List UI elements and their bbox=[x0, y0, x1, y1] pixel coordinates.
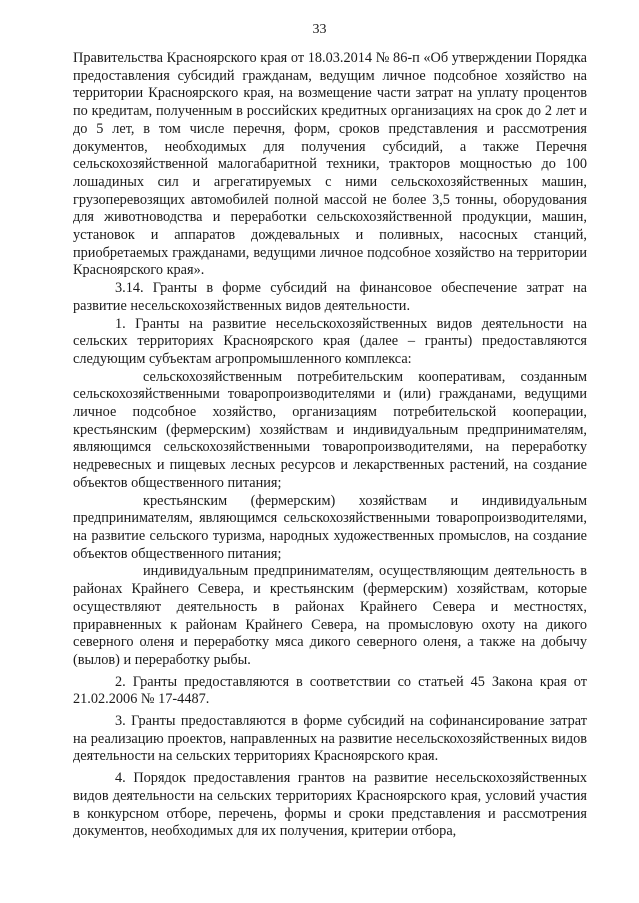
paragraph-recipients-cooperatives: сельскохозяйственным потребительским кооперативам, созданным сельскохозяйственными товаропроизводителями и (или) гражданами, ведущими личное подсобное хозяйство, организациям потребительской кооперации, крестьянским (фермерским) хозяйствам и индивидуальным предпринимателям, являющимся сельскохозяйственными товаропроизводителями, на переработку недревесных и пищевых лесных ресурсов и лекарственных растений, на создание объектов общественного питания; bbox=[73, 368, 587, 491]
document-body bbox=[73, 50, 587, 841]
paragraph-item-1: 1. Гранты на развитие несельскохозяйственных видов деятельности на сельских территориях Красноярского края (далее – гранты) предоставляются следующим субъектам агропромышленного комплекса: bbox=[73, 315, 587, 367]
paragraph-recipients-farms: крестьянским (фермерским) хозяйствам и индивидуальным предпринимателям, являющимся сельскохозяйственными товаропроизводителями, на развитие сельского туризма, народных художественных промыслов, на создание объектов общественного питания; bbox=[73, 492, 587, 562]
paragraph-continuation: Правительства Красноярского края от 18.03.2014 № 86-п «Об утверждении Порядка предоставления субсидий гражданам, ведущим личное подсобное хозяйство на территории Красноярского края, на возмещение части затрат на уплату процентов по кредитам, полученным в российских кредитных организациях на срок до 2 лет и до 5 лет, в том числе перечня, форм, сроков представления и рассмотрения документов, необходимых для получения субсидий, а также Перечня сельскохозяйственной малогабаритной техники, тракторов мощностью до 100 лошадиных сил и агрегатируемых с ними сельскохозяйственных машин, грузоперевозящих автомобилей полной массой не более 3,5 тонны, оборудования для животноводства и переработки сельскохозяйственной продукции, машин, установок и аппаратов дождевальных и поливных, насосных станций, приобретаемых гражданами, ведущими личное подсобное хозяйство на территории Красноярского края». bbox=[73, 50, 587, 279]
paragraph-item-3: 3. Гранты предоставляются в форме субсидий на софинансирование затрат на реализацию проектов, направленных на развитие несельскохозяйственных видов деятельности на сельских территориях Красноярского края. bbox=[73, 713, 587, 765]
paragraph-section-heading: 3.14. Гранты в форме субсидий на финансовое обеспечение затрат на развитие несельскохозяйственных видов деятельности. bbox=[73, 280, 587, 314]
page-number: 33 bbox=[312, 22, 327, 37]
paragraph-item-4: 4. Порядок предоставления грантов на развитие несельскохозяйственных видов деятельности на сельских территориях Красноярского края, условий участия в конкурсном отборе, перечень, формы и сроки представления и рассмотрения документов, необходимых для их получения, критерии отбора, bbox=[73, 770, 587, 840]
paragraph-recipients-north: индивидуальным предпринимателям, осуществляющим деятельность в районах Крайнего Севера, и крестьянским (фермерским) хозяйствам, которые осуществляют деятельность в районах Крайнего Севера и местностях, приравненных к районам Крайнего Севера, на промысловую охоту на дикого северного оленя и переработку мяса дикого северного оленя, а также на добычу (вылов) и переработку рыбы. bbox=[73, 563, 587, 668]
paragraph-item-2: 2. Гранты предоставляются в соответствии со статьей 45 Закона края от 21.02.2006 № 17-4487. bbox=[73, 673, 587, 708]
